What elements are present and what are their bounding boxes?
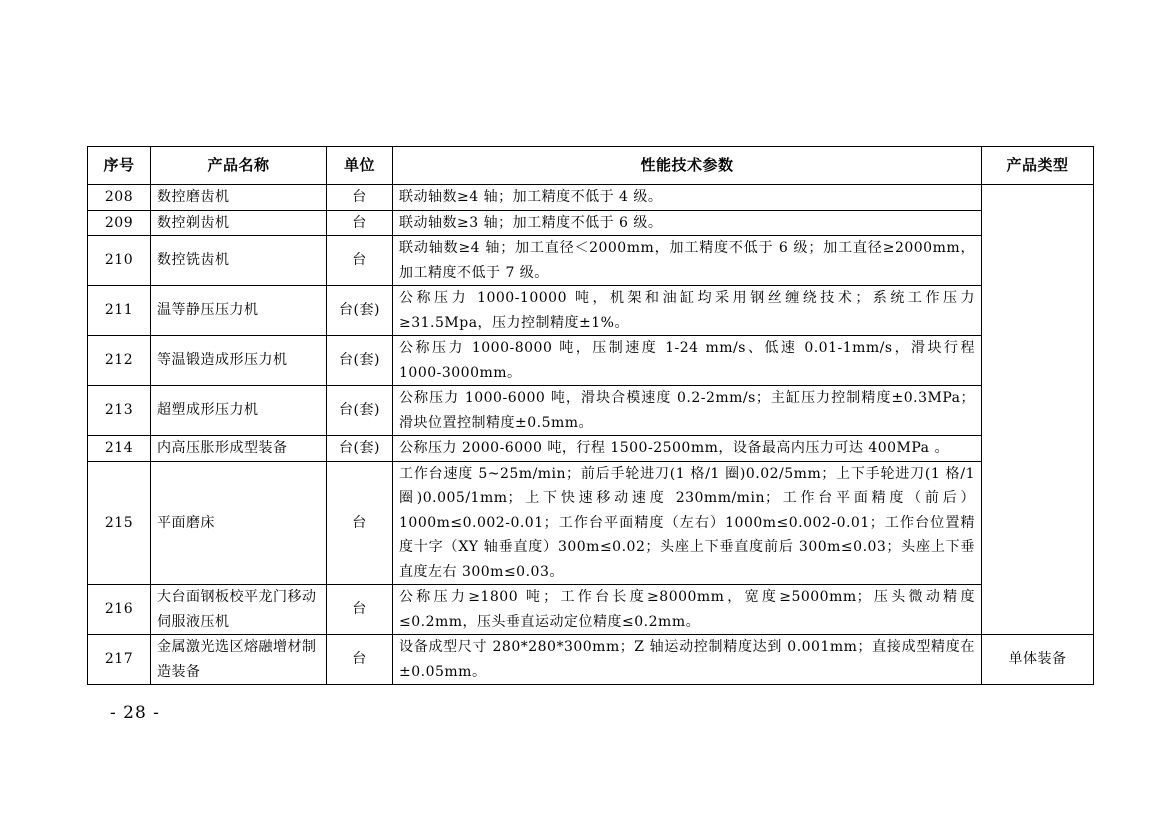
header-unit: 单位 — [327, 147, 393, 185]
row-spec: 公称压力 1000-8000 吨，压制速度 1-24 mm/s、低速 0.01-1mm/s，滑块行程 1000-3000mm。 — [393, 336, 982, 386]
row-unit: 台 — [327, 585, 393, 635]
table-row — [88, 286, 1094, 336]
row-name: 大台面钢板校平龙门移动伺服液压机 — [151, 585, 327, 635]
row-unit: 台(套) — [327, 286, 393, 336]
row-unit: 台 — [327, 185, 393, 211]
row-spec: 联动轴数≥4 轴；加工精度不低于 4 级。 — [393, 185, 982, 211]
row-no: 212 — [88, 336, 151, 386]
row-unit: 台 — [327, 635, 393, 685]
product-table — [87, 146, 1094, 685]
row-no: 215 — [88, 461, 151, 585]
row-name: 等温锻造成形压力机 — [151, 336, 327, 386]
row-name: 数控铣齿机 — [151, 236, 327, 286]
table-row — [88, 461, 1094, 585]
header-no: 序号 — [88, 147, 151, 185]
row-no: 216 — [88, 585, 151, 635]
row-name: 数控剃齿机 — [151, 210, 327, 236]
row-name: 平面磨床 — [151, 461, 327, 585]
table-row — [88, 336, 1094, 386]
type-cell-blank — [982, 185, 1094, 635]
row-unit: 台 — [327, 210, 393, 236]
table-row — [88, 185, 1094, 211]
row-no: 214 — [88, 436, 151, 462]
page-number: - 28 - — [110, 703, 160, 723]
row-no: 211 — [88, 286, 151, 336]
table-row — [88, 236, 1094, 286]
header-spec: 性能技术参数 — [393, 147, 982, 185]
row-spec: 联动轴数≥3 轴；加工精度不低于 6 级。 — [393, 210, 982, 236]
row-spec: 设备成型尺寸 280*280*300mm；Z 轴运动控制精度达到 0.001mm；直接成型精度在±0.05mm。 — [393, 635, 982, 685]
row-spec: 工作台速度 5~25m/min；前后手轮进刀(1 格/1 圈)0.02/5mm；上下手轮进刀(1 格/1 圈)0.005/1mm；上下快速移动速度 230mm/min；工作台平面精度（前后）1000m≤0.002-0.01；工作台平面精度（左右）1000m≤0.002-0.01；工作台位置精度十字（XY 轴垂直度）300m≤0.02；头座上下垂直度前后 300m≤0.03；头座上下垂直度左右 300m≤0.03。 — [393, 461, 982, 585]
row-unit: 台(套) — [327, 336, 393, 386]
row-name: 超塑成形压力机 — [151, 386, 327, 436]
header-type: 产品类型 — [982, 147, 1094, 185]
row-unit: 台(套) — [327, 436, 393, 462]
row-no: 213 — [88, 386, 151, 436]
row-spec: 公称压力 1000-10000 吨，机架和油缸均采用钢丝缠绕技术；系统工作压力≥31.5Mpa，压力控制精度±1%。 — [393, 286, 982, 336]
row-spec: 联动轴数≥4 轴；加工直径＜2000mm，加工精度不低于 6 级；加工直径≥2000mm，加工精度不低于 7 级。 — [393, 236, 982, 286]
row-spec: 公称压力 1000-6000 吨，滑块合模速度 0.2-2mm/s；主缸压力控制精度±0.3MPa；滑块位置控制精度±0.5mm。 — [393, 386, 982, 436]
table-row — [88, 585, 1094, 635]
table-header-row — [88, 147, 1094, 185]
row-spec: 公称压力 2000-6000 吨，行程 1500-2500mm，设备最高内压力可达 400MPa 。 — [393, 436, 982, 462]
header-name: 产品名称 — [151, 147, 327, 185]
row-unit: 台 — [327, 461, 393, 585]
row-no: 217 — [88, 635, 151, 685]
row-name: 内高压胀形成型装备 — [151, 436, 327, 462]
row-name: 温等静压压力机 — [151, 286, 327, 336]
table-row — [88, 210, 1094, 236]
table-row — [88, 436, 1094, 462]
table-row — [88, 386, 1094, 436]
row-no: 209 — [88, 210, 151, 236]
table-row — [88, 635, 1094, 685]
row-spec: 公称压力≥1800 吨；工作台长度≥8000mm，宽度≥5000mm；压头微动精度≤0.2mm，压头垂直运动定位精度≤0.2mm。 — [393, 585, 982, 635]
row-no: 208 — [88, 185, 151, 211]
row-name: 数控磨齿机 — [151, 185, 327, 211]
row-unit: 台(套) — [327, 386, 393, 436]
row-no: 210 — [88, 236, 151, 286]
row-name: 金属激光选区熔融增材制造装备 — [151, 635, 327, 685]
row-unit: 台 — [327, 236, 393, 286]
row-type: 单体装备 — [982, 635, 1094, 685]
